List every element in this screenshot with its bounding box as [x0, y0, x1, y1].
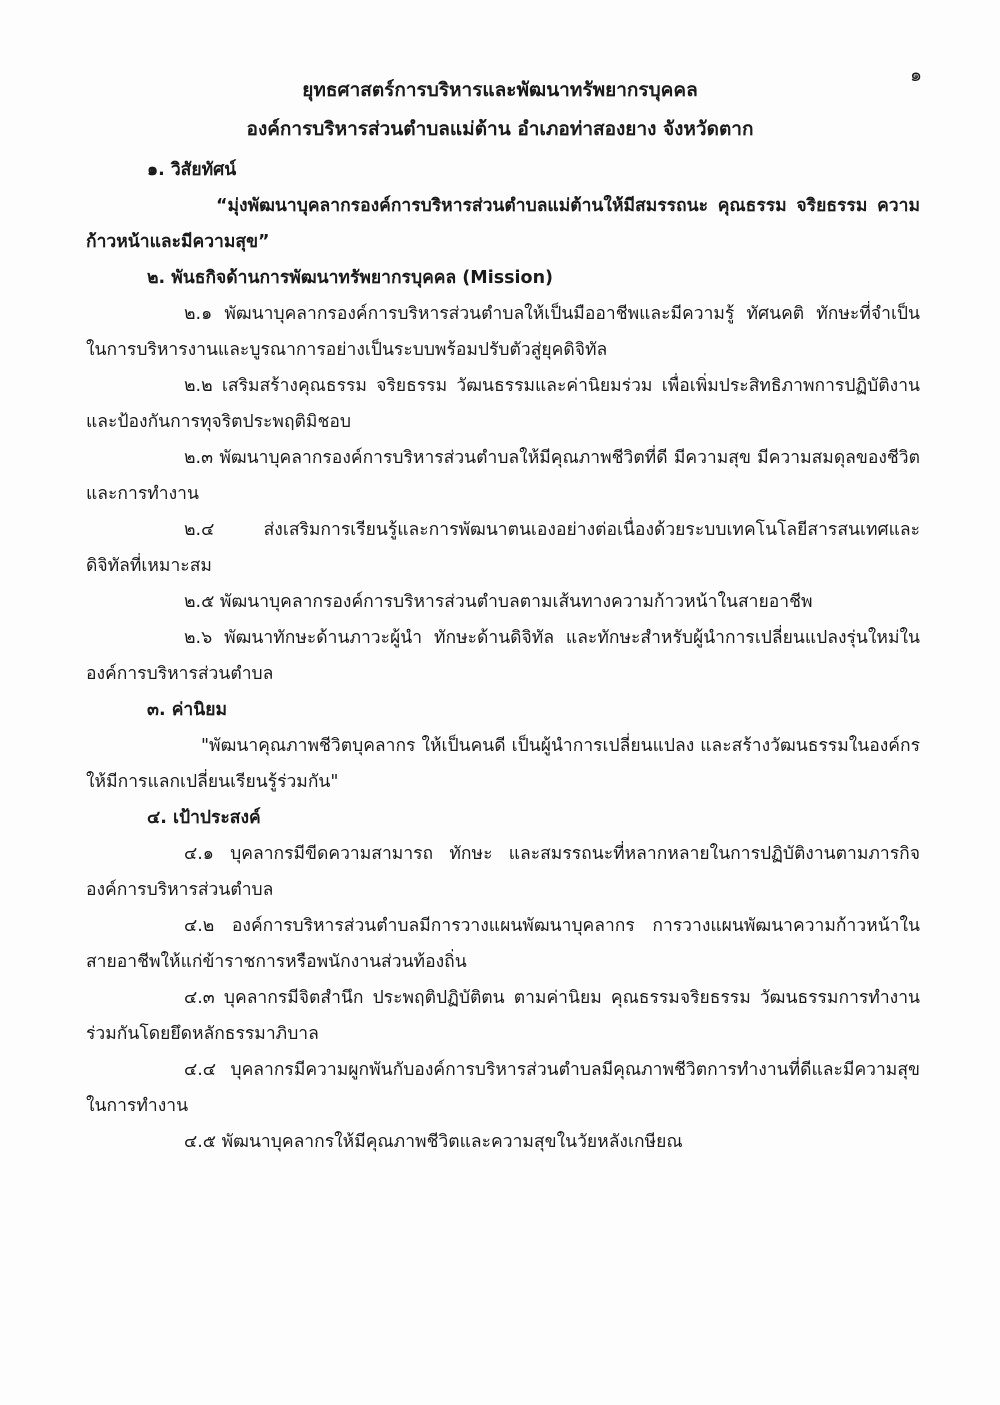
goal-item: ๔.๕ พัฒนาบุคลากรให้มีคุณภาพชีวิตและความสุขในวัยหลังเกษียณ: [184, 1132, 683, 1152]
mission-item: ๒.๒ เสริมสร้างคุณธรรม จริยธรรม วัฒนธรรมและค่านิยมร่วม เพื่อเพิ่มประสิทธิภาพการปฏิบัติงานและป้องกันการทุจริตประพฤติมิชอบ: [86, 376, 920, 432]
section-heading-goals: ๔. เป้าประสงค์: [147, 808, 261, 828]
mission-item: ๒.๖ พัฒนาทักษะด้านภาวะผู้นำ ทักษะด้านดิจิทัล และทักษะสำหรับผู้นำการเปลี่ยนแปลงรุ่นใหม่ในองค์การบริหารส่วนตำบล: [86, 628, 920, 684]
section-heading-mission: ๒. พันธกิจด้านการพัฒนาทรัพยากรบุคคล (Mission): [147, 268, 554, 288]
vision-statement: “มุ่งพัฒนาบุคลากรองค์การบริหารส่วนตำบลแม่ต้านให้มีสมรรถนะ คุณธรรม จริยธรรม ความก้าวหน้าและมีความสุข”: [86, 196, 920, 252]
document-body: [86, 152, 920, 1160]
mission-item: ๒.๑ พัฒนาบุคลากรองค์การบริหารส่วนตำบลให้เป็นมืออาชีพและมีความรู้ ทัศนคติ ทักษะที่จำเป็นในการบริหารงานและบูรณาการอย่างเป็นระบบพร้อมปรับตัวสู่ยุคดิจิทัล: [86, 304, 920, 360]
document-title: ยุทธศาสตร์การบริหารและพัฒนาทรัพยากรบุคคล: [302, 79, 698, 101]
goal-item: ๔.๑ บุคลากรมีขีดความสามารถ ทักษะ และสมรรถนะที่หลากหลายในการปฏิบัติงานตามภารกิจองค์การบริหารส่วนตำบล: [86, 844, 920, 900]
goal-item: ๔.๔ บุคลากรมีความผูกพันกับองค์การบริหารส่วนตำบลมีคุณภาพชีวิตการทำงานที่ดีและมีความสุขในการทำงาน: [86, 1060, 920, 1116]
mission-item: ๒.๓ พัฒนาบุคลากรองค์การบริหารส่วนตำบลให้มีคุณภาพชีวิตที่ดี มีความสุข มีความสมดุลของชีวิตและการทำงาน: [86, 448, 920, 504]
mission-item: ๒.๕ พัฒนาบุคลากรองค์การบริหารส่วนตำบลตามเส้นทางความก้าวหน้าในสายอาชีพ: [184, 592, 813, 612]
goal-item: ๔.๓ บุคลากรมีจิตสำนึก ประพฤติปฏิบัติตน ตามค่านิยม คุณธรรมจริยธรรม วัฒนธรรมการทำงานร่วมกันโดยยึดหลักธรรมาภิบาล: [86, 988, 920, 1044]
goal-item: ๔.๒ องค์การบริหารส่วนตำบลมีการวางแผนพัฒนาบุคลากร การวางแผนพัฒนาความก้าวหน้าในสายอาชีพให้แก่ข้าราชการหรือพนักงานส่วนท้องถิ่น: [86, 916, 920, 972]
page-number: ๑: [909, 64, 922, 86]
mission-item: ๒.๔ ส่งเสริมการเรียนรู้และการพัฒนาตนเองอย่างต่อเนื่องด้วยระบบเทคโนโลยีสารสนเทศและดิจิทัลที่เหมาะสม: [86, 520, 920, 576]
values-statement: "พัฒนาคุณภาพชีวิตบุคลากร ให้เป็นคนดี เป็นผู้นำการเปลี่ยนแปลง และสร้างวัฒนธรรมในองค์กรให้มีการแลกเปลี่ยนเรียนรู้ร่วมกัน": [86, 736, 920, 792]
document-subtitle: องค์การบริหารส่วนตำบลแม่ต้าน อำเภอท่าสองยาง จังหวัดตาก: [246, 118, 754, 140]
section-heading-vision: ๑. วิสัยทัศน์: [147, 160, 237, 180]
section-heading-values: ๓. ค่านิยม: [147, 700, 227, 720]
